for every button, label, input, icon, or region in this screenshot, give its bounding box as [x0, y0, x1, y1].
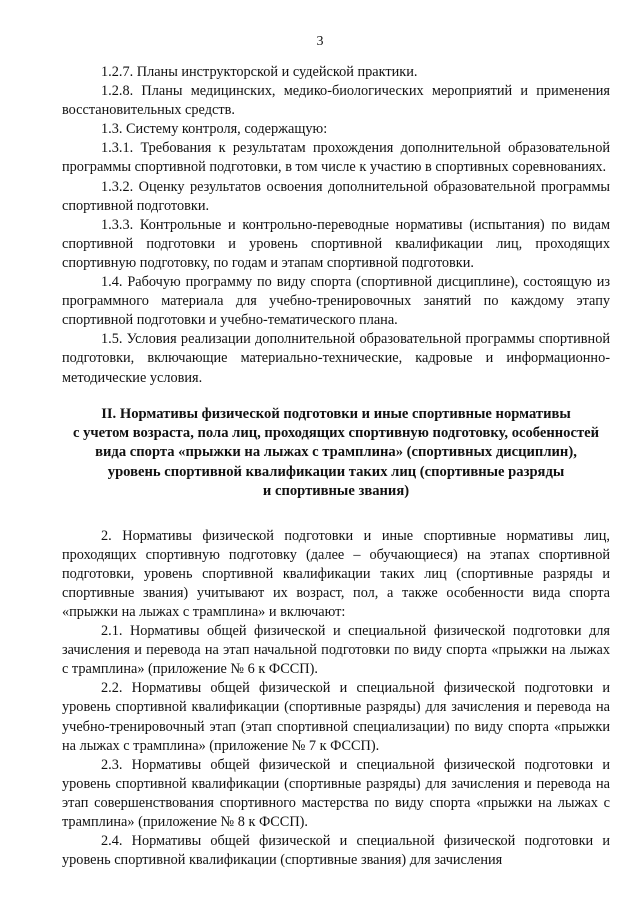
- document-body: [62, 63, 610, 870]
- paragraph-2-2: 2.2. Нормативы общей физической и специальной физической подготовки и уровень спортивной квалификации (спортивные разряды) для зачисления и перевода на учебно-тренировочный этап (этап спортивной специализации) по виду спорта «прыжки на лыжах с трамплина» (приложение № 7 к ФССП).: [62, 680, 610, 754]
- section-title-line: и спортивные звания): [262, 483, 410, 500]
- paragraph-1-3-1: 1.3.1. Требования к результатам прохождения дополнительной образовательной программы спортивной подготовки, в том числе к участию в спортивных соревнованиях.: [62, 140, 610, 176]
- paragraph-1-4: 1.4. Рабочую программу по виду спорта (спортивной дисциплине), состоящую из программного материала для учебно-тренировочных занятий по каждому этапу спортивной подготовки и учебно-тематического плана.: [62, 274, 610, 329]
- section-title: [62, 405, 610, 502]
- section-title-line: с учетом возраста, пола лиц, проходящих спортивную подготовку, особенностей: [73, 425, 599, 441]
- paragraph-2-4: 2.4. Нормативы общей физической и специальной физической подготовки и уровень спортивной квалификации (спортивные звания) для зачисления: [62, 833, 610, 869]
- paragraph-1-3: 1.3. Систему контроля, содержащую:: [101, 121, 328, 138]
- paragraph-2: 2. Нормативы физической подготовки и иные спортивные нормативы лиц, проходящих спортивную подготовку (далее – обучающиеся) на этапах спортивной подготовки, уровень спортивной квалификации таких лиц (спортивные разряды и спортивные звания) учитывают их возраст, пол, а также особенности вида спорта «прыжки на лыжах с трамплина» и включают:: [62, 527, 610, 620]
- paragraph-1-2-8: 1.2.8. Планы медицинских, медико-биологических мероприятий и применения восстановительных средств.: [62, 83, 610, 119]
- section-title-line: вида спорта «прыжки на лыжах с трамплина» (спортивных дисциплин),: [95, 444, 577, 461]
- paragraph-1-5: 1.5. Условия реализации дополнительной образовательной программы спортивной подготовки, включающие материально-технические, кадровые и информационно-методические условия.: [62, 331, 610, 386]
- section-title-line: уровень спортивной квалификации таких лиц (спортивные разряды: [107, 463, 565, 480]
- page-number: 3: [316, 34, 324, 49]
- section-title-line: II. Нормативы физической подготовки и иные спортивные нормативы: [101, 405, 571, 422]
- paragraph-1-2-7: 1.2.7. Планы инструкторской и судейской практики.: [101, 64, 418, 80]
- paragraph-1-3-3: 1.3.3. Контрольные и контрольно-переводные нормативы (испытания) по видам спортивной подготовки и уровень спортивной квалификации лиц, проходящих спортивную подготовку, по годам и этапам спортивной подготовки.: [62, 216, 610, 271]
- paragraph-1-3-2: 1.3.2. Оценку результатов освоения дополнительной образовательной программы спортивной подготовки.: [62, 178, 610, 214]
- paragraph-2-1: 2.1. Нормативы общей физической и специальной физической подготовки для зачисления и перевода на этап начальной подготовки по виду спорта «прыжки на лыжах с трамплина» (приложение № 6 к ФССП).: [62, 623, 610, 678]
- paragraph-2-3: 2.3. Нормативы общей физической и специальной физической подготовки и уровень спортивной квалификации (спортивные разряды) для зачисления и перевода на этап совершенствования спортивного мастерства по виду спорта «прыжки на лыжах с трамплина» (приложение № 8 к ФССП).: [62, 756, 610, 831]
